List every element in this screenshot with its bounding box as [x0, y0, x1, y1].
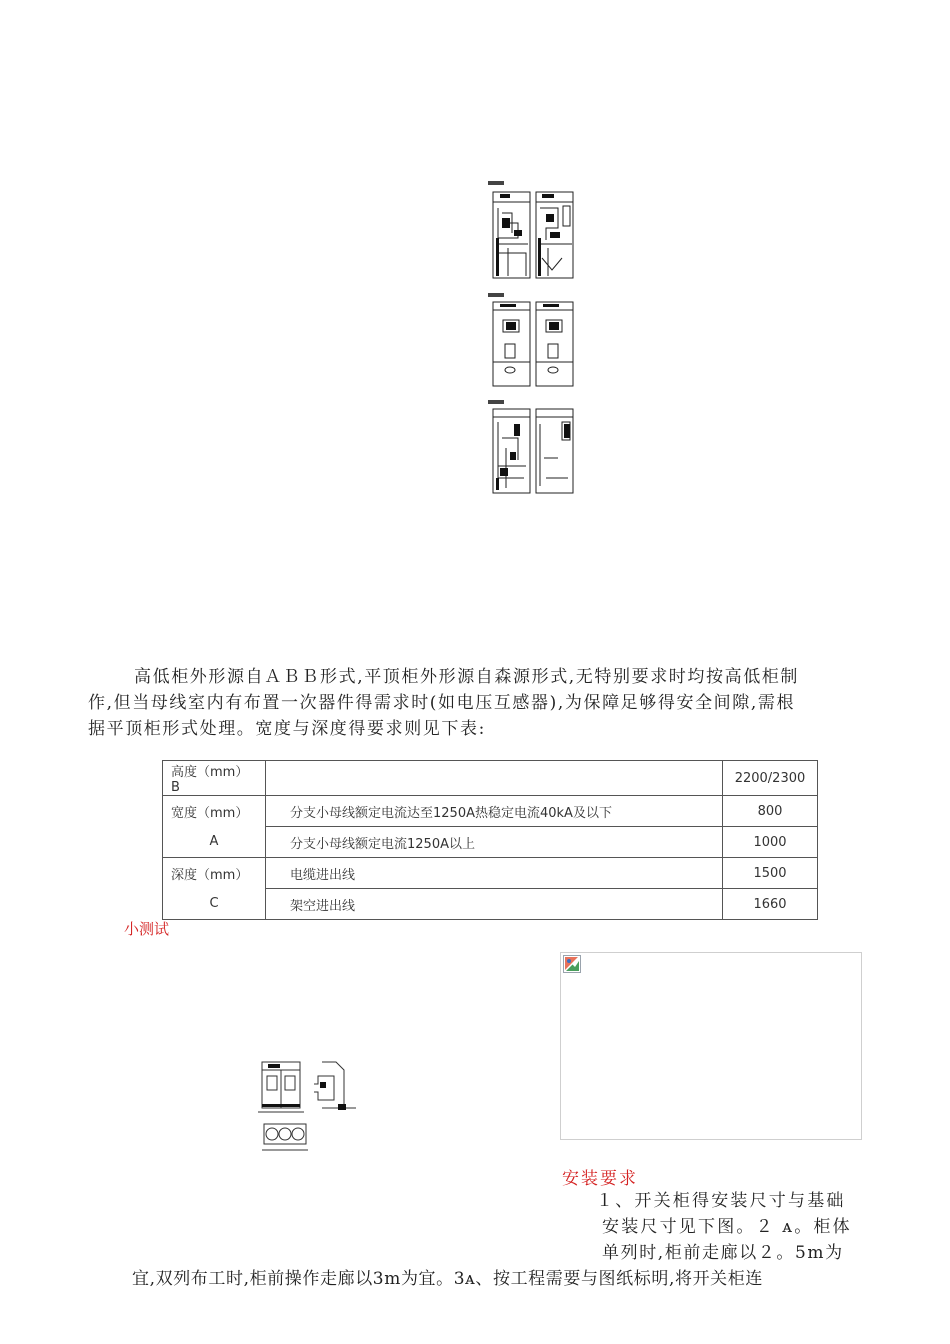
row-value: 1000	[723, 827, 818, 858]
table-row	[163, 889, 818, 920]
table-row	[163, 761, 818, 796]
intro-paragraph	[88, 664, 888, 742]
install-line-2: 安装尺寸见下图。２ ᴀ。柜体	[602, 1217, 852, 1237]
installation-drawings-svg	[258, 1056, 362, 1152]
row-desc: 电缆进出线	[266, 858, 723, 889]
install-line-4: 宜,双列布工时,柜前操作走廊以3m为宜。3ᴀ、按工程需要与图纸标明,将开关柜连	[132, 1269, 763, 1289]
broken-image-placeholder	[560, 952, 862, 1140]
row-value: 1660	[723, 889, 818, 920]
spec-table-container	[162, 760, 818, 912]
intro-line-1: 高低柜外形源自ＡＢＢ形式,平顶柜外形源自森源形式,无特别要求时均按高低柜制	[134, 667, 800, 687]
install-line-3: 单列时,柜前走廊以２。5m为	[602, 1243, 844, 1263]
install-heading: 安装要求	[562, 1169, 638, 1189]
spec-table	[162, 760, 818, 920]
row-label: 高度（mm）B	[163, 761, 266, 796]
row-label: 宽度（mm）	[163, 796, 266, 827]
cabinet-drawings-svg	[488, 178, 580, 496]
row-desc: 架空进出线	[266, 889, 723, 920]
row-label: C	[163, 889, 266, 920]
cabinet-drawings-figure	[488, 178, 580, 496]
install-line-1: １、开关柜得安装尺寸与基础	[596, 1191, 846, 1211]
table-row	[163, 796, 818, 827]
row-label: 深度（mm）	[163, 858, 266, 889]
table-row	[163, 858, 818, 889]
row-value: 800	[723, 796, 818, 827]
row-value: 2200/2300	[723, 761, 818, 796]
row-value: 1500	[723, 858, 818, 889]
row-desc: 分支小母线额定电流达至1250A热稳定电流40kA及以下	[266, 796, 723, 827]
small-test-label: 小测试	[124, 920, 170, 938]
row-label: A	[163, 827, 266, 858]
intro-line-3: 据平顶柜形式处理。宽度与深度得要求则见下表:	[88, 719, 486, 739]
broken-image-icon	[563, 955, 581, 973]
installation-drawings	[258, 1056, 362, 1152]
row-desc	[266, 761, 723, 796]
intro-line-2: 作,但当母线室内有布置一次器件得需求时(如电压互感器),为保障足够得安全间隙,需根	[88, 693, 796, 713]
row-desc: 分支小母线额定电流1250A以上	[266, 827, 723, 858]
table-row	[163, 827, 818, 858]
